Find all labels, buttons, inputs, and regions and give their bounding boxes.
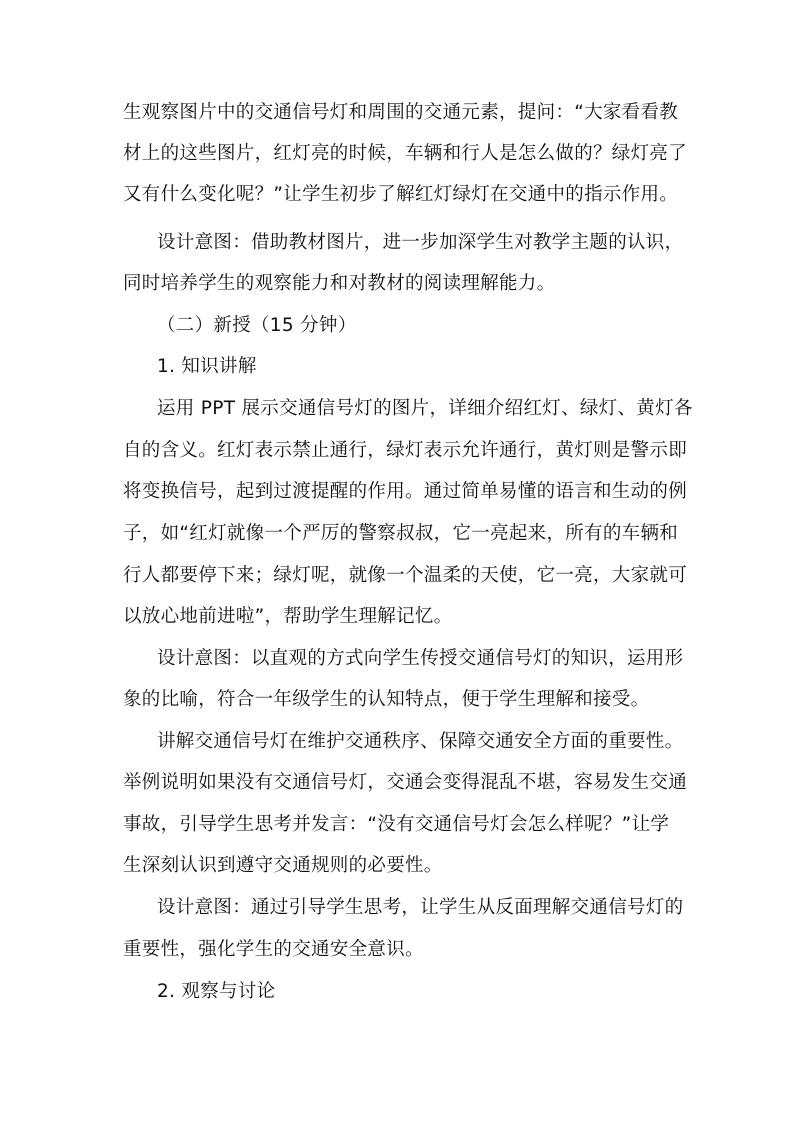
design-intent-line: 设计意图：通过引导学生思考，让学生从反面理解交通信号灯的: [157, 897, 684, 918]
subsection-heading: 2. 观察与讨论: [157, 981, 276, 1002]
design-intent-line: 设计意图：借助教材图片，进一步加深学生对教学主题的认识，: [157, 232, 684, 253]
paragraph-line: 运用 PPT 展示交通信号灯的图片，详细介绍红灯、绿灯、黄灯各: [157, 398, 693, 419]
paragraph-line: 生深刻认识到遵守交通规则的必要性。: [123, 855, 443, 876]
paragraph-line: 生观察图片中的交通信号灯和周围的交通元素，提问：“大家看看教: [123, 102, 679, 123]
paragraph-line: 举例说明如果没有交通信号灯，交通会变得混乱不堪，容易发生交通: [123, 772, 688, 793]
paragraph-line: 事故，引导学生思考并发言：“没有交通信号灯会怎么样呢？”让学: [123, 814, 670, 835]
paragraph-line: 将变换信号，起到过渡提醒的作用。通过简单易懂的语言和生动的例: [123, 481, 688, 502]
design-intent-line: 设计意图：以直观的方式向学生传授交通信号灯的知识，运用形: [157, 648, 684, 669]
paragraph-line: 自的含义。红灯表示禁止通行，绿灯表示允许通行，黄灯则是警示即: [123, 440, 688, 461]
section-heading: （二）新授（15 分钟）: [157, 315, 357, 336]
paragraph-line: 子，如“红灯就像一个严厉的警察叔叔，它一亮起来，所有的车辆和: [123, 523, 679, 544]
paragraph-line: 行人都要停下来；绿灯呢，就像一个温柔的天使，它一亮，大家就可: [123, 565, 688, 586]
paragraph-line: 以放心地前进啦”，帮助学生理解记忆。: [123, 606, 453, 627]
paragraph-line: 材上的这些图片，红灯亮的时候，车辆和行人是怎么做的？绿灯亮了: [123, 143, 688, 164]
paragraph-line: 讲解交通信号灯在维护交通秩序、保障交通安全方面的重要性。: [157, 731, 684, 752]
paragraph-line: 重要性，强化学生的交通安全意识。: [123, 939, 424, 960]
paragraph-line: 同时培养学生的观察能力和对教材的阅读理解能力。: [123, 273, 556, 294]
paragraph-line: 象的比喻，符合一年级学生的认知特点，便于学生理解和接受。: [123, 689, 650, 710]
subsection-heading: 1. 知识讲解: [157, 356, 257, 377]
paragraph-line: 又有什么变化呢？”让学生初步了解红灯绿灯在交通中的指示作用。: [123, 184, 679, 205]
